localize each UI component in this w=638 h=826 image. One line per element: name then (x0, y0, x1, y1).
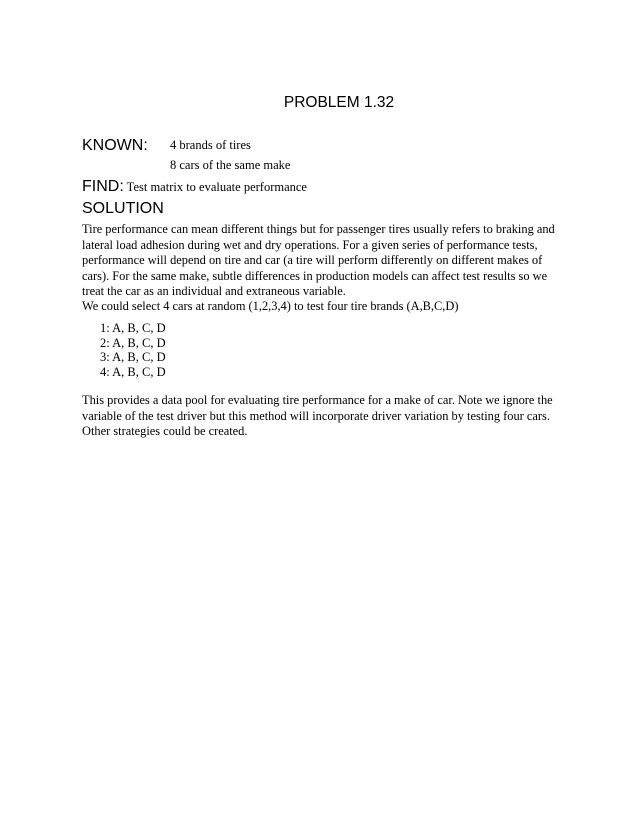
solution-paragraph-2: We could select 4 cars at random (1,2,3,4) to test four tire brands (A,B,C,D) (82, 299, 459, 313)
known-item-2: 8 cars of the same make (170, 158, 291, 172)
matrix-row-4: 4: A, B, C, D (100, 364, 166, 379)
matrix-row-2: 2: A, B, C, D (100, 335, 166, 350)
test-matrix (100, 321, 166, 379)
matrix-row-1: 1: A, B, C, D (100, 321, 166, 335)
matrix-row-3: 3: A, B, C, D (100, 350, 166, 365)
find-heading: FIND: (82, 178, 124, 195)
solution-paragraph-3: This provides a data pool for evaluating tire performance for a make of car. Note we ignore the variable of the test driver but this method will incorporate driver variation by testing four cars. Other strategies could be created. (82, 393, 553, 439)
known-heading: KNOWN: (82, 137, 148, 154)
known-item-1: 4 brands of tires (170, 138, 251, 152)
find-text: Test matrix to evaluate performance (123, 180, 307, 194)
solution-paragraph-1: Tire performance can mean different things but for passenger tires usually refers to braking and lateral load adhesion during wet and dry operations. For a given series of performance tests, performance will depend on tire and car (a tire will perform differently on different makes of cars). For the same make, subtle differences in production models can affect test results so we treat the car as an individual and extraneous variable. (82, 222, 555, 299)
page-title: PROBLEM 1.32 (283, 94, 395, 111)
solution-heading: SOLUTION (82, 200, 164, 217)
find-section (82, 178, 307, 196)
